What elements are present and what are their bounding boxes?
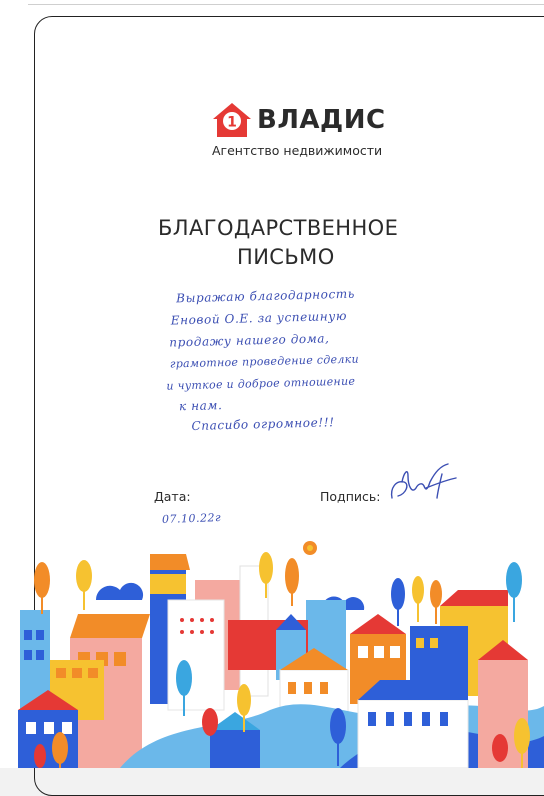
message-line: Выражаю благодарность [175, 286, 356, 306]
message-line: грамотное проведение сделки [169, 352, 360, 371]
brand-name: ВЛАДИС [257, 105, 386, 135]
message-line: и чуткое и доброе отношение [166, 374, 356, 393]
logo-digit: 1 [227, 114, 237, 131]
letter-title-line1: БЛАГОДАРСТВЕННОЕ [158, 216, 399, 240]
message-line: продажу нашего дома, [169, 331, 330, 350]
house-logo-icon [212, 102, 252, 138]
city-illustration [0, 530, 544, 768]
brand-tagline: Агентство недвижимости [212, 143, 383, 158]
date-value: 07.10.22г [161, 510, 222, 527]
date-label: Дата: [154, 489, 191, 504]
letter-title-line2: ПИСЬМО [237, 245, 335, 269]
scan-edge [28, 4, 544, 5]
message-line: Еновой О.Е. за успешную [170, 308, 348, 328]
message-line: Спасибо огромное!!! [191, 415, 335, 433]
handwritten-message [150, 284, 454, 442]
signature-label: Подпись: [320, 489, 381, 504]
handwritten-signature [382, 458, 462, 506]
message-line: к нам. [178, 398, 223, 414]
